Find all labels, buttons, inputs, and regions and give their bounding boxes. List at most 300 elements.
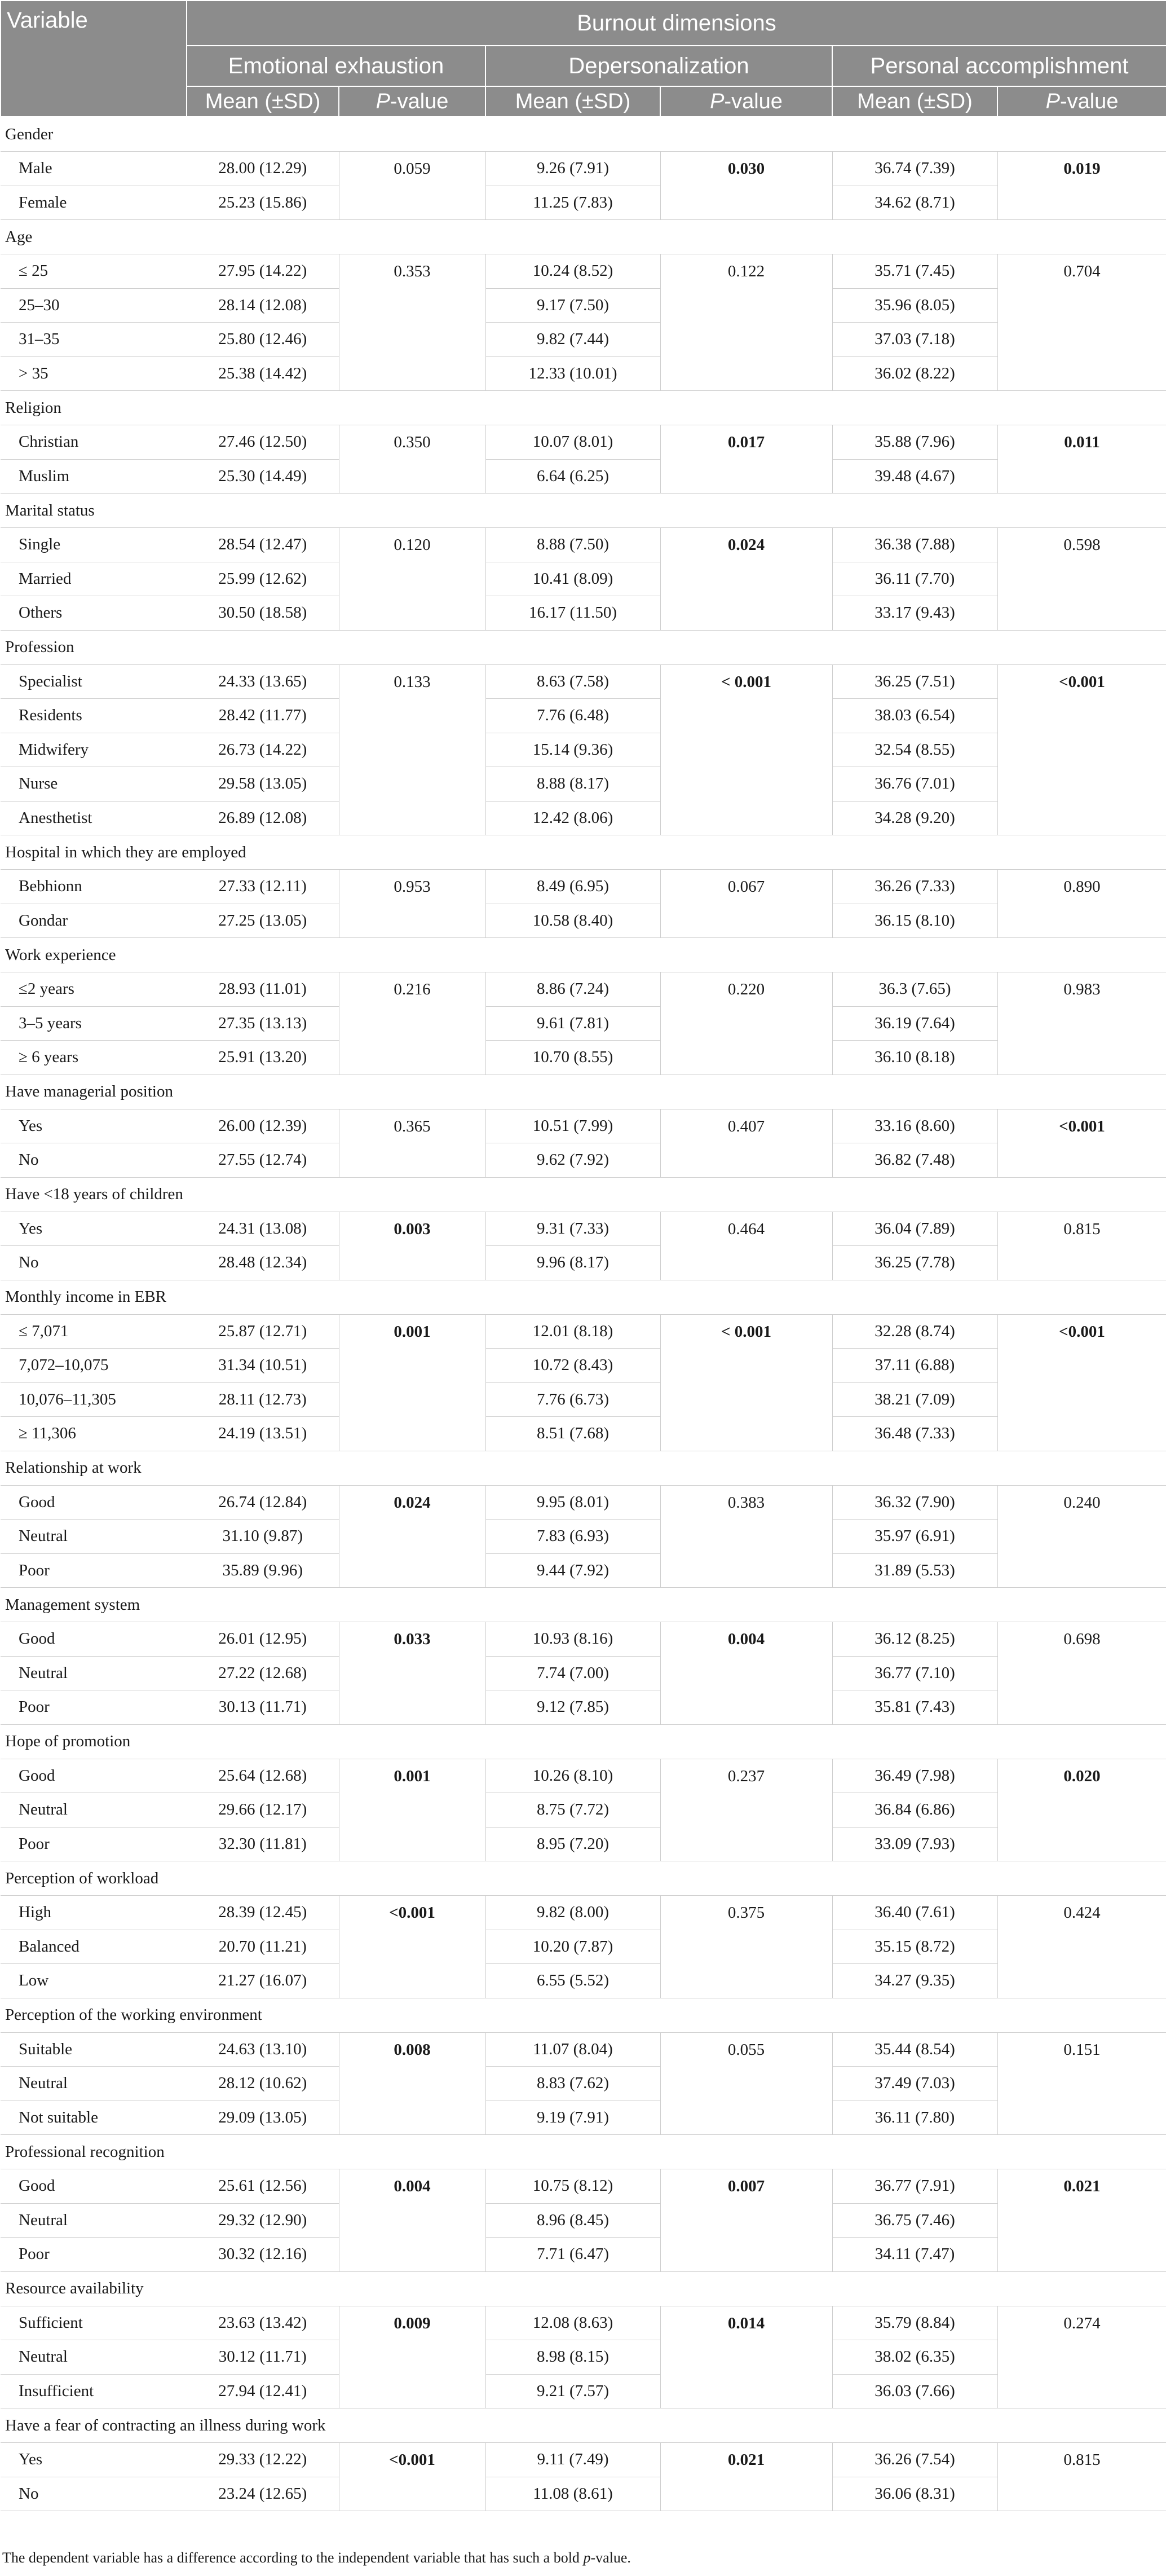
dp-mean-cell: 15.14 (9.36): [485, 733, 660, 767]
ee-mean-cell: 29.32 (12.90): [187, 2203, 339, 2238]
group-label: Gender: [1, 117, 1166, 152]
group-row: [1, 630, 1166, 664]
pa-pvalue-cell: 0.983: [997, 972, 1166, 1075]
pvalue-header: [997, 86, 1166, 117]
dp-pvalue-cell: 0.030: [660, 152, 832, 220]
table-row: [1, 904, 1166, 938]
pa-mean-cell: 36.12 (8.25): [832, 1622, 997, 1657]
pa-mean-cell: 35.81 (7.43): [832, 1690, 997, 1725]
row-label: Sufficient: [1, 2306, 187, 2340]
footnote-suffix: -value.: [590, 2549, 631, 2566]
dp-mean-cell: 9.26 (7.91): [485, 152, 660, 186]
table-row: [1, 1246, 1166, 1280]
row-label: No: [1, 1246, 187, 1280]
mean-header: Mean (±SD): [832, 86, 997, 117]
table-row: [1, 356, 1166, 391]
ee-mean-cell: 20.70 (11.21): [187, 1930, 339, 1964]
pa-mean-cell: 33.16 (8.60): [832, 1109, 997, 1143]
pa-mean-cell: 36.32 (7.90): [832, 1485, 997, 1520]
pa-pvalue-cell: 0.424: [997, 1896, 1166, 1998]
pa-mean-cell: 36.11 (7.70): [832, 562, 997, 596]
pa-mean-cell: 36.76 (7.01): [832, 767, 997, 802]
table-row: [1, 1656, 1166, 1690]
row-label: Residents: [1, 699, 187, 733]
dp-mean-cell: 10.41 (8.09): [485, 562, 660, 596]
pa-mean-cell: 37.49 (7.03): [832, 2067, 997, 2101]
table-row: [1, 2443, 1166, 2477]
pa-mean-cell: 36.38 (7.88): [832, 528, 997, 562]
ee-mean-cell: 26.01 (12.95): [187, 1622, 339, 1657]
ee-mean-cell: 21.27 (16.07): [187, 1964, 339, 1998]
row-label: Specialist: [1, 664, 187, 699]
row-label: No: [1, 2477, 187, 2511]
row-label: Good: [1, 2169, 187, 2204]
dp-mean-cell: 16.17 (11.50): [485, 596, 660, 631]
dp-mean-cell: 11.07 (8.04): [485, 2032, 660, 2067]
row-label: Neutral: [1, 1793, 187, 1828]
dp-mean-cell: 12.01 (8.18): [485, 1314, 660, 1349]
pa-pvalue-cell: 0.240: [997, 1485, 1166, 1588]
dp-mean-cell: 10.24 (8.52): [485, 254, 660, 289]
pa-pvalue-cell: 0.021: [997, 2169, 1166, 2272]
dp-mean-cell: 10.07 (8.01): [485, 425, 660, 460]
ee-mean-cell: 25.61 (12.56): [187, 2169, 339, 2204]
table-row: [1, 186, 1166, 220]
row-label: > 35: [1, 356, 187, 391]
table-row: [1, 870, 1166, 904]
footnote-text: The dependent variable has a difference according to the independent variable that has such a bold: [2, 2549, 584, 2566]
table-row: [1, 2306, 1166, 2340]
table-row: [1, 2203, 1166, 2238]
pa-mean-cell: 38.02 (6.35): [832, 2340, 997, 2375]
dp-mean-cell: 9.11 (7.49): [485, 2443, 660, 2477]
pa-mean-cell: 36.40 (7.61): [832, 1896, 997, 1930]
group-label: Marital status: [1, 494, 1166, 528]
table-row: [1, 1930, 1166, 1964]
table-row: [1, 323, 1166, 357]
pa-mean-cell: 35.97 (6.91): [832, 1520, 997, 1554]
group-row: [1, 391, 1166, 425]
row-label: Yes: [1, 2443, 187, 2477]
ee-mean-cell: 28.14 (12.08): [187, 288, 339, 323]
ee-mean-cell: 28.42 (11.77): [187, 699, 339, 733]
ee-mean-cell: 25.64 (12.68): [187, 1759, 339, 1793]
group-label: Have managerial position: [1, 1075, 1166, 1109]
dp-mean-cell: 10.58 (8.40): [485, 904, 660, 938]
table-row: [1, 733, 1166, 767]
ee-mean-cell: 28.54 (12.47): [187, 528, 339, 562]
pa-mean-cell: 36.49 (7.98): [832, 1759, 997, 1793]
row-label: Male: [1, 152, 187, 186]
group-row: [1, 1588, 1166, 1622]
ee-mean-cell: 29.33 (12.22): [187, 2443, 339, 2477]
dp-pvalue-cell: 0.383: [660, 1485, 832, 1588]
row-label: ≤ 7,071: [1, 1314, 187, 1349]
dp-mean-cell: 7.76 (6.48): [485, 699, 660, 733]
pa-mean-cell: 36.15 (8.10): [832, 904, 997, 938]
group-row: [1, 1075, 1166, 1109]
dp-mean-cell: 8.83 (7.62): [485, 2067, 660, 2101]
table-row: [1, 1349, 1166, 1383]
ee-mean-cell: 31.10 (9.87): [187, 1520, 339, 1554]
dp-mean-cell: 9.17 (7.50): [485, 288, 660, 323]
table-row: [1, 288, 1166, 323]
row-label: Neutral: [1, 2340, 187, 2375]
dp-mean-cell: 8.49 (6.95): [485, 870, 660, 904]
row-label: 3–5 years: [1, 1006, 187, 1041]
ee-mean-cell: 32.30 (11.81): [187, 1827, 339, 1861]
dp-mean-cell: 9.12 (7.85): [485, 1690, 660, 1725]
pa-pvalue-cell: 0.698: [997, 1622, 1166, 1725]
row-label: Midwifery: [1, 733, 187, 767]
ee-pvalue-cell: 0.033: [339, 1622, 485, 1725]
pa-mean-cell: 36.19 (7.64): [832, 1006, 997, 1041]
ee-mean-cell: 24.33 (13.65): [187, 664, 339, 699]
table-row: [1, 1690, 1166, 1725]
pa-mean-cell: 36.3 (7.65): [832, 972, 997, 1007]
pa-mean-cell: 36.06 (8.31): [832, 2477, 997, 2511]
ee-mean-cell: 28.12 (10.62): [187, 2067, 339, 2101]
table-row: [1, 1314, 1166, 1349]
group-row: [1, 2135, 1166, 2169]
pa-mean-cell: 35.44 (8.54): [832, 2032, 997, 2067]
group-label: Relationship at work: [1, 1451, 1166, 1485]
row-label: Good: [1, 1759, 187, 1793]
dp-mean-cell: 9.96 (8.17): [485, 1246, 660, 1280]
dp-pvalue-cell: 0.007: [660, 2169, 832, 2272]
dp-pvalue-cell: 0.237: [660, 1759, 832, 1861]
row-label: Poor: [1, 1690, 187, 1725]
row-label: Nurse: [1, 767, 187, 802]
dp-mean-cell: 12.08 (8.63): [485, 2306, 660, 2340]
dp-mean-cell: 7.83 (6.93): [485, 1520, 660, 1554]
dp-mean-cell: 9.19 (7.91): [485, 2101, 660, 2135]
group-row: [1, 117, 1166, 152]
pa-mean-cell: 36.75 (7.46): [832, 2203, 997, 2238]
ee-mean-cell: 27.33 (12.11): [187, 870, 339, 904]
pa-mean-cell: 34.62 (8.71): [832, 186, 997, 220]
dp-pvalue-cell: 0.375: [660, 1896, 832, 1998]
ee-mean-cell: 31.34 (10.51): [187, 1349, 339, 1383]
ee-mean-cell: 29.09 (13.05): [187, 2101, 339, 2135]
group-label: Hope of promotion: [1, 1724, 1166, 1759]
ee-mean-cell: 26.89 (12.08): [187, 801, 339, 835]
ee-pvalue-cell: 0.133: [339, 664, 485, 835]
group-label: Work experience: [1, 938, 1166, 972]
ee-mean-cell: 28.00 (12.29): [187, 152, 339, 186]
pvalue-rest: -value: [390, 89, 449, 113]
pa-mean-cell: 36.84 (6.86): [832, 1793, 997, 1828]
row-label: Neutral: [1, 2067, 187, 2101]
pa-mean-cell: 35.96 (8.05): [832, 288, 997, 323]
ee-mean-cell: 30.32 (12.16): [187, 2238, 339, 2272]
row-label: ≤2 years: [1, 972, 187, 1007]
dp-mean-cell: 9.82 (8.00): [485, 1896, 660, 1930]
pa-mean-cell: 36.74 (7.39): [832, 152, 997, 186]
group-row: [1, 1451, 1166, 1485]
ee-mean-cell: 25.23 (15.86): [187, 186, 339, 220]
dp-mean-cell: 8.95 (7.20): [485, 1827, 660, 1861]
pa-pvalue-cell: 0.598: [997, 528, 1166, 631]
table-row: [1, 1827, 1166, 1861]
ee-pvalue-cell: 0.120: [339, 528, 485, 631]
ee-mean-cell: 24.31 (13.08): [187, 1212, 339, 1246]
dp-pvalue-cell: 0.220: [660, 972, 832, 1075]
table-row: [1, 1520, 1166, 1554]
ee-pvalue-cell: 0.350: [339, 425, 485, 494]
table-row: [1, 2477, 1166, 2511]
dp-mean-cell: 8.63 (7.58): [485, 664, 660, 699]
pa-mean-cell: 33.17 (9.43): [832, 596, 997, 631]
pa-mean-cell: 32.54 (8.55): [832, 733, 997, 767]
pa-mean-cell: 36.82 (7.48): [832, 1143, 997, 1178]
row-label: 25–30: [1, 288, 187, 323]
ee-pvalue-cell: <0.001: [339, 2443, 485, 2511]
pa-mean-cell: 36.48 (7.33): [832, 1417, 997, 1451]
ee-mean-cell: 24.19 (13.51): [187, 1417, 339, 1451]
row-label: Neutral: [1, 1656, 187, 1690]
dp-mean-cell: 10.70 (8.55): [485, 1041, 660, 1075]
pa-mean-cell: 36.04 (7.89): [832, 1212, 997, 1246]
ee-mean-cell: 28.11 (12.73): [187, 1382, 339, 1417]
table-row: [1, 1382, 1166, 1417]
ee-mean-cell: 29.66 (12.17): [187, 1793, 339, 1828]
ee-pvalue-cell: 0.024: [339, 1485, 485, 1588]
dp-mean-cell: 6.64 (6.25): [485, 459, 660, 494]
pa-pvalue-cell: <0.001: [997, 1109, 1166, 1177]
pa-pvalue-cell: 0.815: [997, 2443, 1166, 2511]
ee-mean-cell: 25.80 (12.46): [187, 323, 339, 357]
group-row: [1, 2408, 1166, 2443]
ee-mean-cell: 25.87 (12.71): [187, 1314, 339, 1349]
row-label: Christian: [1, 425, 187, 460]
pa-mean-cell: 36.77 (7.10): [832, 1656, 997, 1690]
dp-mean-cell: 12.33 (10.01): [485, 356, 660, 391]
dp-pvalue-cell: 0.021: [660, 2443, 832, 2511]
ee-mean-cell: 28.39 (12.45): [187, 1896, 339, 1930]
dp-mean-cell: 7.74 (7.00): [485, 1656, 660, 1690]
ee-pvalue-cell: 0.008: [339, 2032, 485, 2135]
ee-mean-cell: 25.30 (14.49): [187, 459, 339, 494]
table-row: [1, 1006, 1166, 1041]
pa-mean-cell: 31.89 (5.53): [832, 1553, 997, 1588]
table-row: [1, 1896, 1166, 1930]
row-label: Poor: [1, 1553, 187, 1588]
row-label: Single: [1, 528, 187, 562]
table-row: [1, 2169, 1166, 2204]
row-label: Muslim: [1, 459, 187, 494]
ee-pvalue-cell: 0.001: [339, 1759, 485, 1861]
pa-mean-cell: 35.71 (7.45): [832, 254, 997, 289]
row-label: 10,076–11,305: [1, 1382, 187, 1417]
dimension-header-personal-accomplishment: Personal accomplishment: [832, 46, 1166, 86]
group-label: Resource availability: [1, 2271, 1166, 2306]
dp-mean-cell: 9.95 (8.01): [485, 1485, 660, 1520]
row-label: Insufficient: [1, 2374, 187, 2408]
dp-mean-cell: 10.20 (7.87): [485, 1930, 660, 1964]
pa-mean-cell: 36.26 (7.33): [832, 870, 997, 904]
ee-pvalue-cell: <0.001: [339, 1896, 485, 1998]
ee-mean-cell: 25.99 (12.62): [187, 562, 339, 596]
dp-mean-cell: 8.98 (8.15): [485, 2340, 660, 2375]
pa-pvalue-cell: 0.020: [997, 1759, 1166, 1861]
ee-mean-cell: 26.73 (14.22): [187, 733, 339, 767]
pa-mean-cell: 36.25 (7.78): [832, 1246, 997, 1280]
pa-mean-cell: 34.27 (9.35): [832, 1964, 997, 1998]
dp-mean-cell: 11.25 (7.83): [485, 186, 660, 220]
footnote-p: p: [583, 2549, 591, 2566]
table-row: [1, 459, 1166, 494]
pvalue-header: [339, 86, 485, 117]
pvalue-p: P: [376, 89, 390, 113]
variable-header: Variable: [1, 1, 187, 117]
dp-mean-cell: 12.42 (8.06): [485, 801, 660, 835]
table-row: [1, 664, 1166, 699]
ee-mean-cell: 27.35 (13.13): [187, 1006, 339, 1041]
pa-pvalue-cell: <0.001: [997, 1314, 1166, 1451]
pvalue-header: [660, 86, 832, 117]
row-label: Neutral: [1, 1520, 187, 1554]
row-label: No: [1, 1143, 187, 1178]
mean-header: Mean (±SD): [485, 86, 660, 117]
pvalue-p: P: [710, 89, 725, 113]
dp-pvalue-cell: 0.464: [660, 1212, 832, 1280]
group-label: Perception of the working environment: [1, 1998, 1166, 2032]
row-label: Neutral: [1, 2203, 187, 2238]
ee-pvalue-cell: 0.953: [339, 870, 485, 938]
pa-mean-cell: 36.03 (7.66): [832, 2374, 997, 2408]
ee-pvalue-cell: 0.365: [339, 1109, 485, 1177]
pvalue-rest: -value: [724, 89, 783, 113]
group-label: Hospital in which they are employed: [1, 835, 1166, 870]
dp-mean-cell: 8.86 (7.24): [485, 972, 660, 1007]
dp-pvalue-cell: < 0.001: [660, 1314, 832, 1451]
dp-mean-cell: 9.31 (7.33): [485, 1212, 660, 1246]
dp-pvalue-cell: 0.055: [660, 2032, 832, 2135]
table-row: [1, 1109, 1166, 1143]
pa-pvalue-cell: <0.001: [997, 664, 1166, 835]
table-row: [1, 1212, 1166, 1246]
pa-mean-cell: 32.28 (8.74): [832, 1314, 997, 1349]
pa-mean-cell: 38.03 (6.54): [832, 699, 997, 733]
table-body: [1, 117, 1166, 2511]
dp-pvalue-cell: < 0.001: [660, 664, 832, 835]
row-label: ≥ 11,306: [1, 1417, 187, 1451]
pa-mean-cell: 38.21 (7.09): [832, 1382, 997, 1417]
group-label: Religion: [1, 391, 1166, 425]
group-label: Perception of workload: [1, 1861, 1166, 1896]
dp-mean-cell: 9.44 (7.92): [485, 1553, 660, 1588]
group-row: [1, 835, 1166, 870]
ee-mean-cell: 26.00 (12.39): [187, 1109, 339, 1143]
group-label: Have <18 years of children: [1, 1177, 1166, 1212]
group-label: Professional recognition: [1, 2135, 1166, 2169]
mean-header: Mean (±SD): [187, 86, 339, 117]
table-row: [1, 1964, 1166, 1998]
pa-pvalue-cell: 0.019: [997, 152, 1166, 220]
group-row: [1, 1861, 1166, 1896]
row-label: Poor: [1, 1827, 187, 1861]
dp-pvalue-cell: 0.014: [660, 2306, 832, 2408]
pa-mean-cell: 34.28 (9.20): [832, 801, 997, 835]
dp-pvalue-cell: 0.067: [660, 870, 832, 938]
ee-mean-cell: 30.13 (11.71): [187, 1690, 339, 1725]
table-row: [1, 596, 1166, 631]
table-row: [1, 1553, 1166, 1588]
dp-mean-cell: 11.08 (8.61): [485, 2477, 660, 2511]
dp-pvalue-cell: 0.024: [660, 528, 832, 631]
group-row: [1, 1280, 1166, 1314]
pa-mean-cell: 37.11 (6.88): [832, 1349, 997, 1383]
table-row: [1, 2340, 1166, 2375]
group-row: [1, 220, 1166, 254]
row-label: 31–35: [1, 323, 187, 357]
group-row: [1, 494, 1166, 528]
table-row: [1, 425, 1166, 460]
row-label: Anesthetist: [1, 801, 187, 835]
ee-mean-cell: 27.25 (13.05): [187, 904, 339, 938]
pa-pvalue-cell: 0.274: [997, 2306, 1166, 2408]
dp-mean-cell: 10.93 (8.16): [485, 1622, 660, 1657]
table-footnote: [2, 2549, 631, 2566]
ee-mean-cell: 24.63 (13.10): [187, 2032, 339, 2067]
pa-pvalue-cell: 0.151: [997, 2032, 1166, 2135]
group-row: [1, 1724, 1166, 1759]
pa-mean-cell: 36.77 (7.91): [832, 2169, 997, 2204]
row-label: 7,072–10,075: [1, 1349, 187, 1383]
dp-mean-cell: 10.26 (8.10): [485, 1759, 660, 1793]
dp-mean-cell: 8.88 (7.50): [485, 528, 660, 562]
pa-mean-cell: 35.79 (8.84): [832, 2306, 997, 2340]
group-row: [1, 1998, 1166, 2032]
dp-mean-cell: 9.61 (7.81): [485, 1006, 660, 1041]
table-row: [1, 2374, 1166, 2408]
ee-pvalue-cell: 0.059: [339, 152, 485, 220]
row-label: High: [1, 1896, 187, 1930]
table-row: [1, 801, 1166, 835]
group-label: Age: [1, 220, 1166, 254]
pa-pvalue-cell: 0.890: [997, 870, 1166, 938]
pa-mean-cell: 35.15 (8.72): [832, 1930, 997, 1964]
dp-mean-cell: 9.21 (7.57): [485, 2374, 660, 2408]
row-label: Good: [1, 1485, 187, 1520]
dp-mean-cell: 7.71 (6.47): [485, 2238, 660, 2272]
dp-mean-cell: 9.62 (7.92): [485, 1143, 660, 1178]
ee-mean-cell: 28.93 (11.01): [187, 972, 339, 1007]
group-row: [1, 2271, 1166, 2306]
pvalue-rest: -value: [1059, 89, 1119, 113]
table-row: [1, 767, 1166, 802]
row-label: ≤ 25: [1, 254, 187, 289]
ee-pvalue-cell: 0.001: [339, 1314, 485, 1451]
row-label: Suitable: [1, 2032, 187, 2067]
ee-mean-cell: 27.22 (12.68): [187, 1656, 339, 1690]
group-label: Management system: [1, 1588, 1166, 1622]
ee-mean-cell: 30.12 (11.71): [187, 2340, 339, 2375]
dp-mean-cell: 10.72 (8.43): [485, 1349, 660, 1383]
table-row: [1, 1793, 1166, 1828]
table-row: [1, 1485, 1166, 1520]
dimension-header-emotional-exhaustion: Emotional exhaustion: [187, 46, 485, 86]
ee-mean-cell: 26.74 (12.84): [187, 1485, 339, 1520]
table-row: [1, 1759, 1166, 1793]
ee-mean-cell: 27.95 (14.22): [187, 254, 339, 289]
pa-mean-cell: 35.88 (7.96): [832, 425, 997, 460]
pa-mean-cell: 36.10 (8.18): [832, 1041, 997, 1075]
row-label: Balanced: [1, 1930, 187, 1964]
row-label: Yes: [1, 1212, 187, 1246]
table-row: [1, 1622, 1166, 1657]
